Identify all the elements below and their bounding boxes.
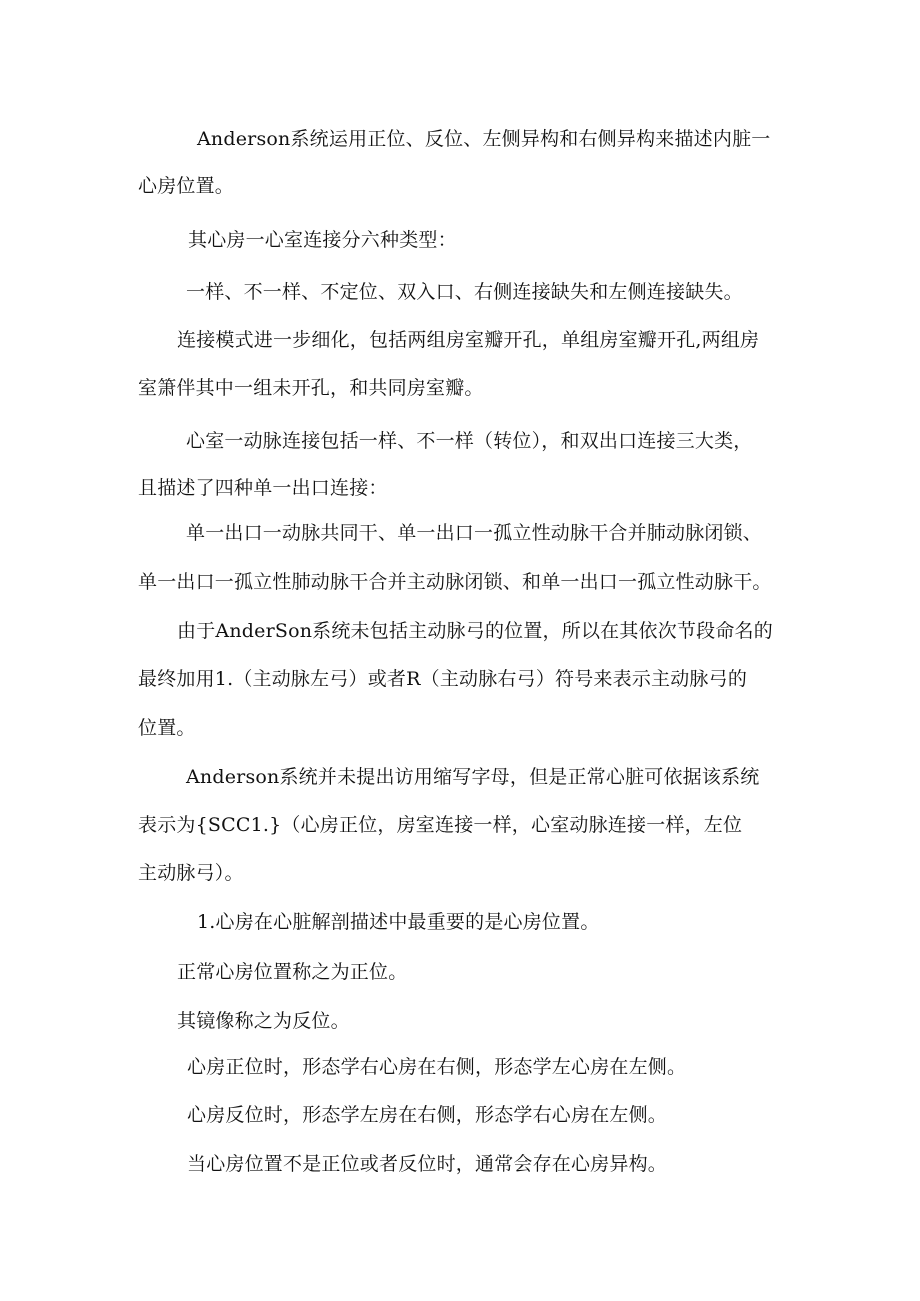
text-line: 心房反位时，形态学左房在右侧，形态学右心房在左侧。: [187, 1104, 668, 1126]
text-line: 心房正位时，形态学右心房在右侧，形态学左心房在左侧。: [187, 1056, 687, 1078]
text-line: 位置。: [138, 717, 196, 739]
text-line: 室箫伴其中一组未开孔，和共同房室瓣。: [138, 377, 484, 399]
text-line: 主动脉弓）。: [138, 862, 244, 884]
text-line: 且描述了四种单一出口连接：: [138, 477, 388, 499]
text-line: 1.心房在心脏解剖描述中最重要的是心房位置。: [197, 911, 600, 933]
text-line: 单一出口一动脉共同干、单一出口一孤立性动脉干合并肺动脉闭锁、: [186, 522, 763, 544]
text-line: Anderson系统并未提出访用缩写字母，但是正常心脏可依据该系统: [186, 766, 760, 788]
text-line: 正常心房位置称之为正位。: [177, 961, 408, 983]
text-line: 单一出口一孤立性肺动脉干合并主动脉闭锁、和单一出口一孤立性动脉干。: [138, 571, 772, 593]
text-line: 最终加用1.（主动脉左弓）或者R（主动脉右弓）符号来表示主动脉弓的: [138, 668, 748, 690]
text-line: 由于AnderSon系统未包括主动脉弓的位置，所以在其依次节段命名的: [177, 620, 773, 642]
text-line: Anderson系统运用正位、反位、左侧异构和右侧异构来描述内脏一: [197, 128, 771, 150]
text-line: 其镜像称之为反位。: [177, 1010, 350, 1032]
text-line: 其心房一心室连接分六种类型：: [188, 229, 457, 251]
text-line: 连接模式进一步细化，包括两组房室瓣开孔，单组房室瓣开孔,两组房: [177, 329, 760, 351]
text-line: 表示为{SCC1.}（心房正位，房室连接一样，心室动脉连接一样，左位: [138, 814, 743, 836]
text-line: 一样、不一样、不定位、双入口、右侧连接缺失和左侧连接缺失。: [186, 281, 743, 303]
text-line: 心室一动脉连接包括一样、不一样（转位），和双出口连接三大类，: [186, 430, 753, 452]
text-line: 心房位置。: [138, 175, 235, 197]
text-line: 当心房位置不是正位或者反位时，通常会存在心房异构。: [187, 1153, 668, 1175]
